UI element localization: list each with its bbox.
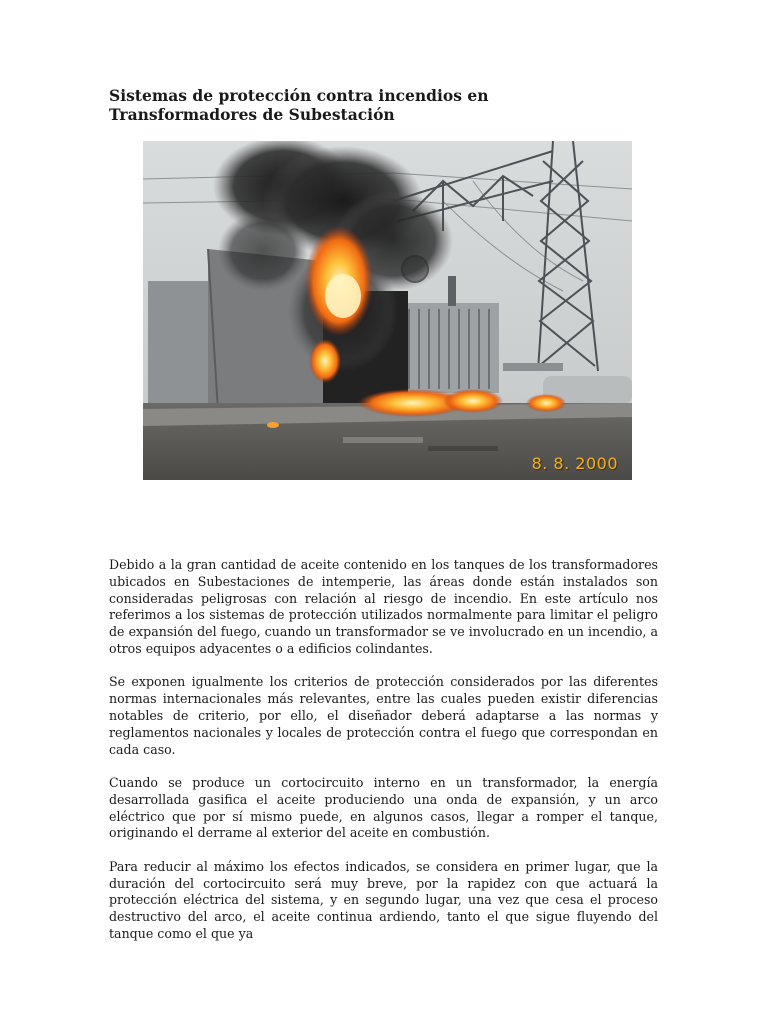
paragraph-4: Para reducir al máximo los efectos indicados, se considera en primer lugar, que la duración del cortocircuito será muy breve, por la rapidez con que actuará la protección eléctrica del sistema, y en segundo lugar, una vez que cesa el proceso destructivo del arco, el aceite continua ardiendo, tanto el que sigue fluyendo del tanque como el que ya [109,858,658,941]
article-body [109,557,658,959]
paragraph-1: Debido a la gran cantidad de aceite contenido en los tanques de los transformadores ubicados en Subestaciones de intemperie, las áreas donde están instalados son consideradas peligrosas con relación al riesgo de incendio. En este artículo nos referimos a los sistemas de protección utilizados normalmente para limitar el peligro de expansión del fuego, cuando un transformador se ve involucrado en un incendio, a otros equipos adyacentes o a edificios colindantes. [109,557,658,656]
document-title: Sistemas de protección contra incendios en Transformadores de Subestación [109,86,489,124]
paragraph-3: Cuando se produce un cortocircuito interno en un transformador, la energía desarrollada gasifica el aceite produciendo una onda de expansión, y un arco eléctrico que por sí mismo puede, en algunos casos, llegar a romper el tanque, originando el derrame al exterior del aceite en combustión. [109,774,658,841]
paragraph-2: Se exponen igualmente los criterios de protección considerados por las diferentes normas internacionales más relevantes, entre las cuales pueden existir diferencias notables de criterio, por ello, el diseñador deberá adaptarse a las normas y reglamentos nacionales y locales de protección contra el fuego que correspondan en cada caso. [109,674,658,757]
photo-date-stamp: 8. 8. 2000 [531,454,618,473]
transformer-fire-photo [143,141,632,480]
